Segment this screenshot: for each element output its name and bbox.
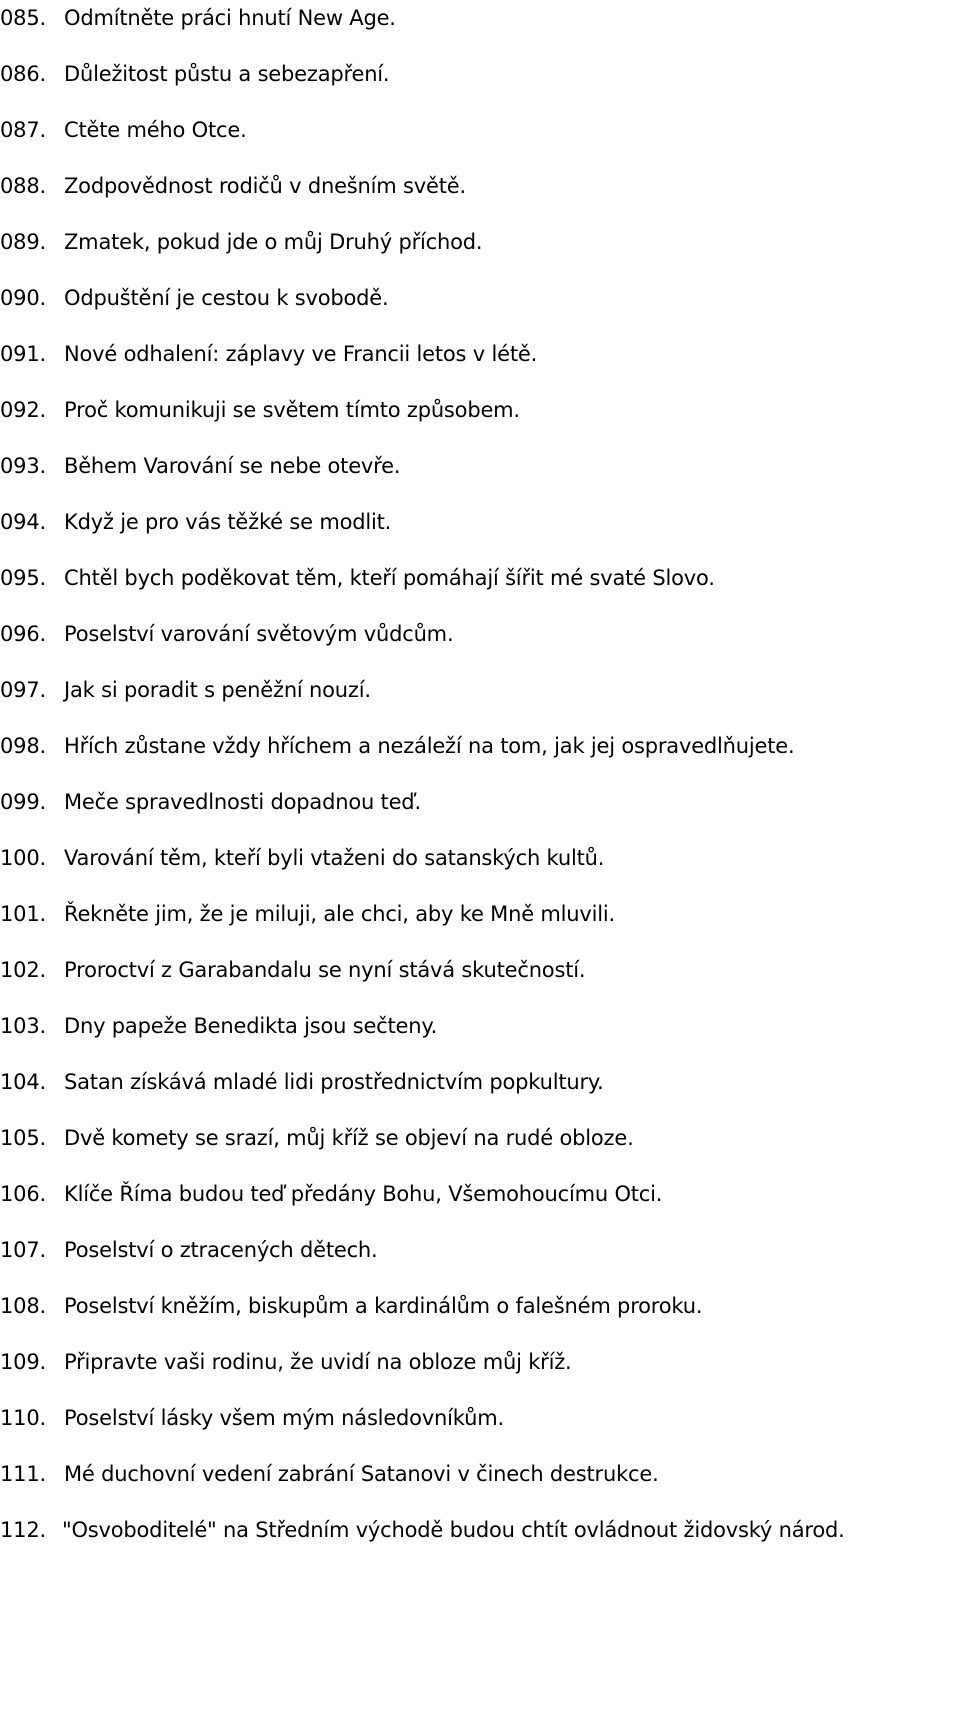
list-item	[0, 1510, 845, 1550]
item-title: "Osvoboditelé" na Středním východě budou chtít ovládnout židovský národ.	[62, 1518, 845, 1542]
list-item	[0, 950, 585, 990]
item-title: Poselství varování světovým vůdcům.	[64, 622, 454, 646]
list-item	[0, 782, 421, 822]
list-item	[0, 446, 400, 486]
item-title: Dvě komety se srazí, můj kříž se objeví na rudé obloze.	[64, 1126, 634, 1150]
item-title: Varování těm, kteří byli vtaženi do satanských kultů.	[64, 846, 605, 870]
list-item	[0, 110, 247, 150]
list-item	[0, 614, 453, 654]
list-item	[0, 1118, 634, 1158]
item-title: Odpuštění je cestou k svobodě.	[64, 286, 389, 310]
list-item	[0, 670, 371, 710]
item-number: 088.	[0, 174, 46, 198]
list-item	[0, 894, 615, 934]
item-number: 090.	[0, 286, 46, 310]
item-number: 087.	[0, 118, 46, 142]
list-item	[0, 390, 520, 430]
item-number: 091.	[0, 342, 46, 366]
item-number: 095.	[0, 566, 46, 590]
list-item	[0, 278, 388, 318]
item-title: Poselství o ztracených dětech.	[64, 1238, 378, 1262]
item-number: 097.	[0, 678, 46, 702]
item-title: Odmítněte práci hnutí New Age.	[64, 6, 396, 30]
list-item	[0, 1006, 437, 1046]
item-title: Satan získává mladé lidi prostřednictvím popkultury.	[64, 1070, 604, 1094]
item-title: Jak si poradit s peněžní nouzí.	[64, 678, 371, 702]
item-title: Zmatek, pokud jde o můj Druhý příchod.	[64, 230, 483, 254]
item-title: Chtěl bych poděkovat těm, kteří pomáhají šířit mé svaté Slovo.	[64, 566, 715, 590]
item-number: 110.	[0, 1406, 46, 1430]
list-item	[0, 558, 715, 598]
item-title: Během Varování se nebe otevře.	[64, 454, 401, 478]
item-number: 112.	[0, 1518, 46, 1542]
item-number: 106.	[0, 1182, 46, 1206]
item-title: Proroctví z Garabandalu se nyní stává skutečností.	[64, 958, 586, 982]
list-item	[0, 166, 466, 206]
list-item	[0, 1230, 378, 1270]
item-title: Zodpovědnost rodičů v dnešním světě.	[64, 174, 466, 198]
item-number: 093.	[0, 454, 46, 478]
item-number: 094.	[0, 510, 46, 534]
item-number: 102.	[0, 958, 46, 982]
list-item	[0, 1398, 504, 1438]
item-number: 103.	[0, 1014, 46, 1038]
list-item	[0, 334, 537, 374]
item-number: 104.	[0, 1070, 46, 1094]
item-title: Když je pro vás těžké se modlit.	[64, 510, 392, 534]
list-item	[0, 1342, 572, 1382]
list-item	[0, 222, 482, 262]
item-number: 089.	[0, 230, 46, 254]
item-number: 086.	[0, 62, 46, 86]
item-number: 092.	[0, 398, 46, 422]
item-number: 108.	[0, 1294, 46, 1318]
item-number: 096.	[0, 622, 46, 646]
list-item	[0, 1062, 604, 1102]
list-item	[0, 838, 604, 878]
list-item	[0, 1174, 662, 1214]
item-title: Meče spravedlnosti dopadnou teď.	[64, 790, 421, 814]
item-title: Hřích zůstane vždy hříchem a nezáleží na tom, jak jej ospravedlňujete.	[64, 734, 795, 758]
item-title: Mé duchovní vedení zabrání Satanovi v činech destrukce.	[64, 1462, 659, 1486]
item-title: Ctěte mého Otce.	[64, 118, 247, 142]
item-title: Dny papeže Benedikta jsou sečteny.	[64, 1014, 438, 1038]
item-number: 105.	[0, 1126, 46, 1150]
item-number: 109.	[0, 1350, 46, 1374]
item-title: Důležitost půstu a sebezapření.	[64, 62, 390, 86]
item-title: Nové odhalení: záplavy ve Francii letos v létě.	[64, 342, 538, 366]
item-title: Řekněte jim, že je miluji, ale chci, aby ke Mně mluvili.	[64, 902, 615, 926]
item-number: 098.	[0, 734, 46, 758]
item-title: Poselství lásky všem mým následovníkům.	[64, 1406, 504, 1430]
list-item	[0, 726, 794, 766]
list-item	[0, 1286, 702, 1326]
item-number: 101.	[0, 902, 46, 926]
item-title: Klíče Říma budou teď předány Bohu, Všemohoucímu Otci.	[64, 1182, 663, 1206]
item-title: Proč komunikuji se světem tímto způsobem.	[64, 398, 520, 422]
item-number: 100.	[0, 846, 46, 870]
list-item	[0, 54, 389, 94]
item-number: 107.	[0, 1238, 46, 1262]
list-item	[0, 1454, 659, 1494]
list-item	[0, 502, 391, 542]
item-number: 111.	[0, 1462, 46, 1486]
list-item	[0, 0, 396, 38]
item-title: Připravte vaši rodinu, že uvidí na obloze můj kříž.	[64, 1350, 572, 1374]
item-number: 099.	[0, 790, 46, 814]
item-title: Poselství kněžím, biskupům a kardinálům o falešném proroku.	[64, 1294, 703, 1318]
item-number: 085.	[0, 6, 46, 30]
